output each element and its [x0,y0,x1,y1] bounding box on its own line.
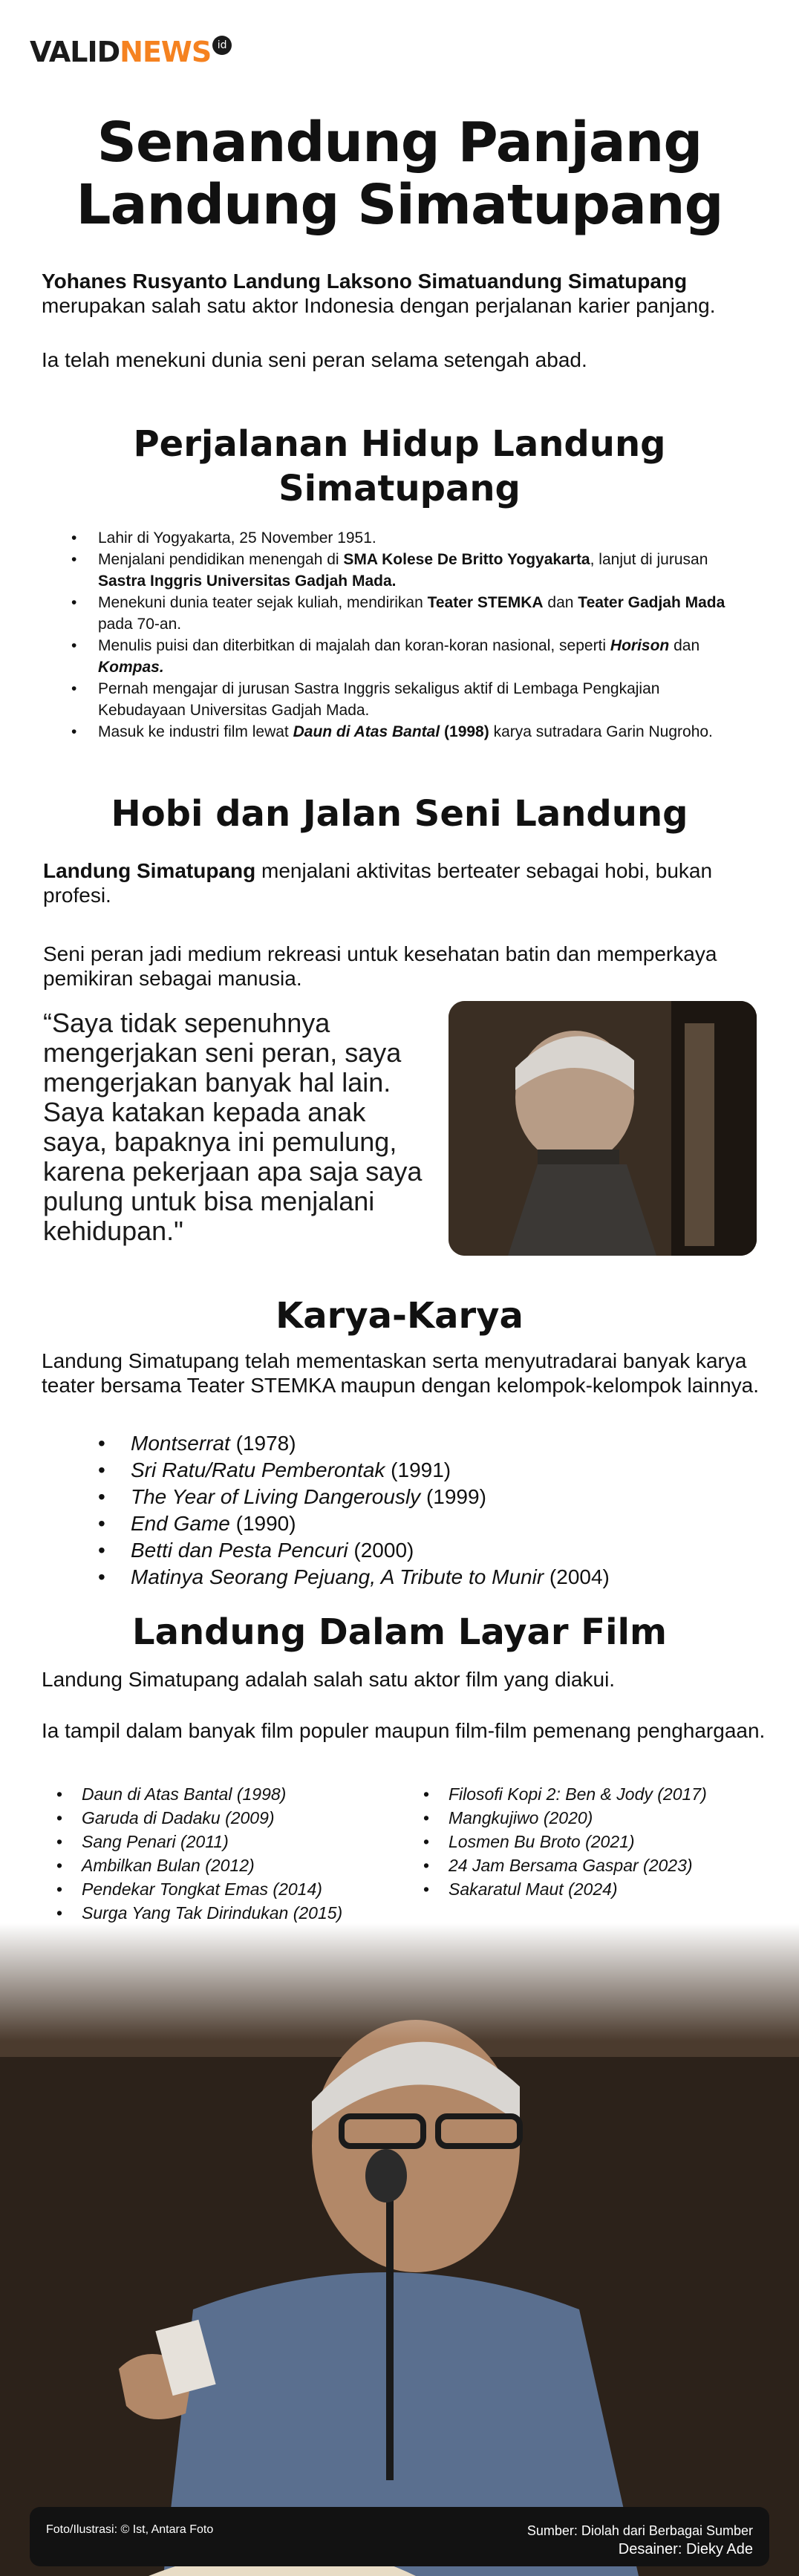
heading-perjalanan [0,422,799,511]
film-item: • 24 Jam Bersama Gaspar (2023) [423,1853,765,1877]
bio-bold-italic: Kompas. [98,659,164,676]
film-item: • Garuda di Dadaku (2009) [56,1806,413,1830]
karya-title: The Year of Living Dangerously [131,1485,421,1508]
film-item: • Losmen Bu Broto (2021) [423,1830,765,1853]
hobi-rest: menjalani aktivitas berteater sebagai hobi, bukan profesi. [43,859,713,907]
landung-portrait-photo [449,1001,757,1256]
karya-title: Sri Ratu/Ratu Pemberontak [131,1458,385,1481]
bio-text: pada 70-an. [98,616,182,633]
bio-bold: SMA Kolese De Britto Yogyakarta [343,551,590,568]
title-line-1: Senandung Panjang [97,111,702,175]
bio-bold: Teater Gadjah Mada [578,594,725,611]
karya-year: (2000) [348,1539,414,1562]
karya-year: (2004) [544,1565,610,1588]
bio-text: dan [543,594,578,611]
karya-title: Montserrat [131,1432,230,1455]
karya-intro: Landung Simatupang telah mementaskan serta menyutradarai banyak karya teater bersama Teater STEMKA maupun dengan kelompok-kelompok lainnya. [42,1349,760,1397]
logo-badge: id [212,36,232,55]
film-list-left [56,1782,413,1925]
heading-perjalanan-line-1: Perjalanan Hidup Landung [133,423,666,465]
bio-bold: (1998) [440,723,489,740]
bio-item [71,527,747,549]
bio-text: Pernah mengajar di jurusan Sastra Inggris sekaligus aktif di Lembaga Pengkajian Kebudayaan Universitas Gadjah Mada. [98,680,660,719]
intro-paragraph-2: Ia telah menekuni dunia seni peran selama setengah abad. [42,348,587,371]
bio-bold: Teater STEMKA [427,594,544,611]
karya-item [98,1564,766,1591]
intro-full-name: Yohanes Rusyanto Landung Laksono Simatuandung Simatupang [42,270,688,293]
validnews-logo[interactable] [30,36,232,73]
intro-rest: merupakan salah satu aktor Indonesia dengan perjalanan karier panjang. [42,294,716,317]
bio-item [71,592,747,635]
photo-credit: Foto/Ilustrasi: © Ist, Antara Foto [46,2523,214,2536]
bio-item [71,549,747,592]
karya-year: (1990) [229,1512,296,1535]
heading-layar-film: Landung Dalam Layar Film [132,1611,667,1653]
karya-item [98,1510,766,1537]
heading-perjalanan-line-2: Simatupang [278,468,521,509]
logo-valid-text: VALID [30,36,120,68]
page-title [0,111,799,236]
hobi-name: Landung Simatupang [43,859,256,882]
bio-bold-italic: Daun di Atas Bantal [293,723,440,740]
karya-title: End Game [131,1512,230,1535]
title-line-2: Landung Simatupang [76,173,723,237]
film-item: • Mangkujiwo (2020) [423,1806,765,1830]
logo-news-text: NEWS [120,36,212,68]
karya-year: (1999) [420,1485,486,1508]
bio-text: karya sutradara Garin Nugroho. [489,723,713,740]
film-item: • Sang Penari (2011) [56,1830,413,1853]
karya-item [98,1430,766,1457]
hobi-paragraph [43,858,756,907]
bio-text: Menjalani pendidikan menengah di [98,551,344,568]
layar-section [42,1667,769,1743]
karya-item [98,1484,766,1510]
performing-illustration [0,1923,799,2576]
landung-performing-photo [0,1923,799,2576]
film-item: • Sakaratul Maut (2024) [423,1877,765,1901]
karya-item [98,1457,766,1484]
quote: “Saya tidak sepenuhnya mengerjakan seni peran, saya mengerjakan banyak hal lain. Saya katakan kepada anak saya, bapaknya ini pemulung, karena pekerjaan apa saja saya pulung untuk bisa menjalani kehidupan." [43,1008,423,1246]
bio-text: Lahir di Yogyakarta, 25 November 1951. [98,529,376,547]
film-item: • Pendekar Tongkat Emas (2014) [56,1877,413,1901]
hobi-section [43,858,756,991]
bio-text: , lanjut di jurusan [590,551,708,568]
source-credit: Sumber: Diolah dari Berbagai Sumber [526,2523,753,2538]
bio-item [71,635,747,678]
bio-item [71,678,747,721]
bio-text: dan [669,637,700,654]
bio-text: Masuk ke industri film lewat [98,723,293,740]
hobi-paragraph-2: Seni peran jadi medium rekreasi untuk kesehatan batin dan memperkaya pemikiran sebagai manusia. [43,942,717,990]
karya-list [98,1430,766,1591]
karya-title: Betti dan Pesta Pencuri [131,1539,348,1562]
layar-paragraph-2: Ia tampil dalam banyak film populer maupun film-film pemenang penghargaan. [42,1719,766,1742]
karya-title: Matinya Seorang Pejuang, A Tribute to Munir [131,1565,544,1588]
intro-section [42,269,754,372]
designer-credit: Desainer: Dieky Ade [618,2541,753,2557]
film-list-right [423,1782,765,1901]
karya-year: (1991) [385,1458,451,1481]
portrait-illustration [449,1001,757,1256]
bio-list [71,527,747,743]
heading-karya: Karya-Karya [275,1295,524,1337]
intro-paragraph [42,269,754,318]
layar-paragraph-1: Landung Simatupang adalah salah satu aktor film yang diakui. [42,1668,616,1691]
bio-text: Menekuni dunia teater sejak kuliah, mendirikan [98,594,428,611]
film-item: • Filosofi Kopi 2: Ben & Jody (2017) [423,1782,765,1806]
karya-year: (1978) [229,1432,296,1455]
film-item: • Ambilkan Bulan (2012) [56,1853,413,1877]
karya-item [98,1537,766,1564]
film-item: • Surga Yang Tak Dirindukan (2015) [56,1901,413,1925]
heading-hobi: Hobi dan Jalan Seni Landung [111,793,688,835]
bio-item [71,721,747,743]
footer-bar [30,2507,769,2566]
bio-text: Menulis puisi dan diterbitkan di majalah dan koran-koran nasional, seperti [98,637,610,654]
bio-bold-italic: Horison [610,637,670,654]
bio-bold: Sastra Inggris Universitas Gadjah Mada. [98,573,397,590]
film-item: • Daun di Atas Bantal (1998) [56,1782,413,1806]
